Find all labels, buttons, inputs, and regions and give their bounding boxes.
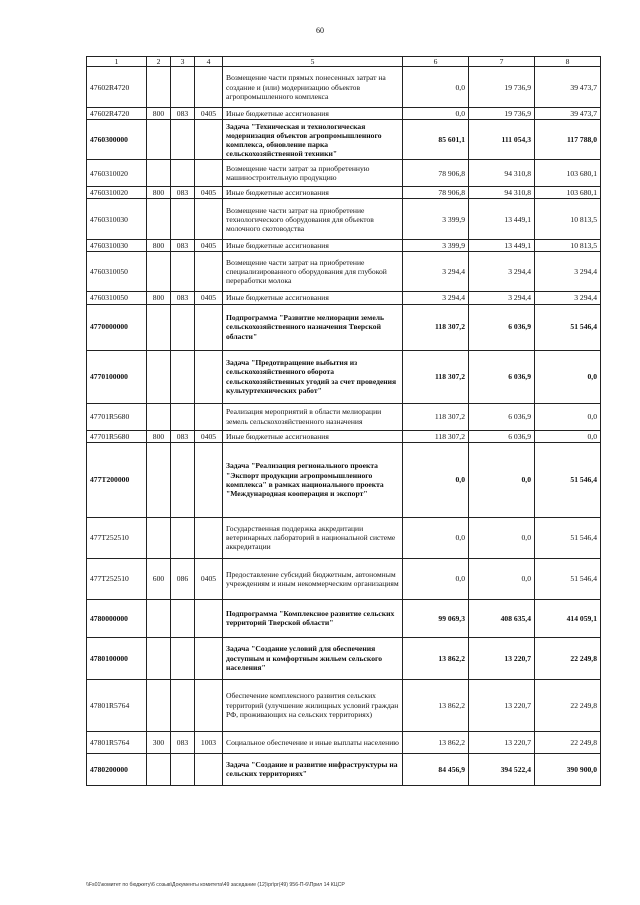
table-row <box>87 731 601 753</box>
file-path-footer: \\Fs01\комитет по бюджету\6 созыв\Документы комитета\49 заседание (12)\pr\pr(49) 956-П-6\Прил 14 КЦСР <box>86 882 345 888</box>
row-section <box>195 67 223 108</box>
row-value-year-2: 0,0 <box>469 517 535 558</box>
row-description: Задача "Предотвращение выбытия из сельскохозяйственного оборота сельскохозяйственных угодий за счет проведения культуртехнических работ" <box>223 350 403 403</box>
row-vr: 800 <box>147 187 171 199</box>
row-value-year-1: 84 456,9 <box>403 753 469 785</box>
row-value-year-2: 19 736,9 <box>469 67 535 108</box>
row-value-year-2: 6 036,9 <box>469 350 535 403</box>
row-value-year-3: 10 813,5 <box>535 199 601 240</box>
row-admin: 083 <box>171 187 195 199</box>
row-admin <box>171 517 195 558</box>
row-value-year-1: 85 601,1 <box>403 120 469 160</box>
row-vr <box>147 517 171 558</box>
row-value-year-3: 51 546,4 <box>535 304 601 350</box>
table-row <box>87 108 601 120</box>
row-value-year-2: 111 054,3 <box>469 120 535 160</box>
row-description: Иные бюджетные ассигнования <box>223 430 403 442</box>
row-code: 4780200000 <box>87 753 147 785</box>
row-description: Задача "Реализация регионального проекта "Экспорт продукции агропромышленного комплекса" в рамках национального проекта "Международная кооперация и экспорт" <box>223 442 403 517</box>
row-vr <box>147 599 171 637</box>
row-code: 4760310030 <box>87 240 147 252</box>
row-code: 47701R5680 <box>87 430 147 442</box>
table-row <box>87 199 601 240</box>
row-vr: 600 <box>147 558 171 599</box>
row-vr <box>147 403 171 430</box>
table-row <box>87 292 601 304</box>
row-description: Социальное обеспечение и иные выплаты населению <box>223 731 403 753</box>
row-value-year-3: 390 900,0 <box>535 753 601 785</box>
header-cell: 6 <box>403 57 469 67</box>
row-value-year-3: 414 059,1 <box>535 599 601 637</box>
page-number: 60 <box>316 26 324 35</box>
row-value-year-3: 39 473,7 <box>535 67 601 108</box>
row-section <box>195 199 223 240</box>
row-section <box>195 304 223 350</box>
header-cell: 1 <box>87 57 147 67</box>
table-row <box>87 67 601 108</box>
row-value-year-1: 13 862,2 <box>403 679 469 731</box>
row-section: 0405 <box>195 108 223 120</box>
row-description: Иные бюджетные ассигнования <box>223 187 403 199</box>
row-value-year-2: 13 220,7 <box>469 637 535 679</box>
row-vr: 800 <box>147 292 171 304</box>
row-section <box>195 350 223 403</box>
row-description: Государственная поддержка аккредитации ветеринарных лабораторий в национальной системе аккредитации <box>223 517 403 558</box>
row-value-year-1: 3 399,9 <box>403 199 469 240</box>
row-vr <box>147 637 171 679</box>
row-section: 0405 <box>195 558 223 599</box>
row-admin: 086 <box>171 558 195 599</box>
row-code: 4760310020 <box>87 160 147 187</box>
row-value-year-3: 3 294,4 <box>535 252 601 292</box>
row-code: 4780000000 <box>87 599 147 637</box>
row-code: 47602R4720 <box>87 67 147 108</box>
row-code: 4760310020 <box>87 187 147 199</box>
row-value-year-2: 3 294,4 <box>469 252 535 292</box>
table-row <box>87 350 601 403</box>
table-row <box>87 120 601 160</box>
table-row <box>87 442 601 517</box>
row-admin: 083 <box>171 108 195 120</box>
row-value-year-1: 78 906,8 <box>403 187 469 199</box>
row-value-year-1: 0,0 <box>403 442 469 517</box>
row-value-year-2: 394 522,4 <box>469 753 535 785</box>
row-description: Возмещение части затрат на приобретение специализированного оборудования для глубокой переработки молока <box>223 252 403 292</box>
row-admin <box>171 637 195 679</box>
row-admin <box>171 67 195 108</box>
row-code: 477T252510 <box>87 558 147 599</box>
row-value-year-3: 51 546,4 <box>535 517 601 558</box>
row-value-year-3: 0,0 <box>535 403 601 430</box>
row-code: 47602R4720 <box>87 108 147 120</box>
row-value-year-1: 118 307,2 <box>403 430 469 442</box>
row-code: 4770000000 <box>87 304 147 350</box>
row-value-year-1: 3 294,4 <box>403 252 469 292</box>
row-value-year-3: 22 249,8 <box>535 637 601 679</box>
row-value-year-1: 3 294,4 <box>403 292 469 304</box>
header-row <box>87 57 601 67</box>
row-section <box>195 403 223 430</box>
header-cell: 3 <box>171 57 195 67</box>
row-vr <box>147 252 171 292</box>
row-value-year-3: 51 546,4 <box>535 442 601 517</box>
row-vr: 800 <box>147 430 171 442</box>
row-section <box>195 517 223 558</box>
row-admin <box>171 304 195 350</box>
table-row <box>87 430 601 442</box>
row-admin <box>171 753 195 785</box>
row-value-year-1: 13 862,2 <box>403 731 469 753</box>
row-section: 0405 <box>195 240 223 252</box>
row-value-year-2: 408 635,4 <box>469 599 535 637</box>
row-value-year-3: 10 813,5 <box>535 240 601 252</box>
row-vr: 800 <box>147 108 171 120</box>
header-cell: 4 <box>195 57 223 67</box>
row-value-year-3: 22 249,8 <box>535 731 601 753</box>
row-section: 1003 <box>195 731 223 753</box>
row-vr: 800 <box>147 240 171 252</box>
row-value-year-2: 13 220,7 <box>469 731 535 753</box>
row-value-year-3: 39 473,7 <box>535 108 601 120</box>
row-value-year-2: 6 036,9 <box>469 430 535 442</box>
budget-table <box>86 56 601 786</box>
row-value-year-1: 118 307,2 <box>403 350 469 403</box>
row-value-year-2: 13 449,1 <box>469 240 535 252</box>
row-value-year-1: 13 862,2 <box>403 637 469 679</box>
row-code: 47701R5680 <box>87 403 147 430</box>
row-section <box>195 599 223 637</box>
table-row <box>87 403 601 430</box>
row-vr <box>147 199 171 240</box>
header-cell: 8 <box>535 57 601 67</box>
row-code: 47801R5764 <box>87 731 147 753</box>
row-vr: 300 <box>147 731 171 753</box>
row-code: 47801R5764 <box>87 679 147 731</box>
row-description: Предоставление субсидий бюджетным, автономным учреждениям и иным некоммерческим организациям <box>223 558 403 599</box>
row-vr <box>147 160 171 187</box>
row-vr <box>147 679 171 731</box>
row-value-year-2: 19 736,9 <box>469 108 535 120</box>
table-row <box>87 599 601 637</box>
table-row <box>87 240 601 252</box>
table-row <box>87 753 601 785</box>
row-value-year-1: 0,0 <box>403 67 469 108</box>
table-row <box>87 558 601 599</box>
row-admin: 083 <box>171 430 195 442</box>
table-row <box>87 637 601 679</box>
row-description: Подпрограмма "Комплексное развитие сельских территорий Тверской области" <box>223 599 403 637</box>
header-cell: 5 <box>223 57 403 67</box>
row-value-year-3: 51 546,4 <box>535 558 601 599</box>
row-vr <box>147 120 171 160</box>
row-section: 0405 <box>195 292 223 304</box>
row-value-year-1: 0,0 <box>403 517 469 558</box>
row-value-year-3: 0,0 <box>535 350 601 403</box>
table-row <box>87 304 601 350</box>
row-value-year-3: 117 788,0 <box>535 120 601 160</box>
row-vr <box>147 753 171 785</box>
row-vr <box>147 442 171 517</box>
row-code: 4760310050 <box>87 252 147 292</box>
row-description: Иные бюджетные ассигнования <box>223 240 403 252</box>
row-section: 0405 <box>195 187 223 199</box>
row-section <box>195 252 223 292</box>
table-row <box>87 252 601 292</box>
row-section: 0405 <box>195 430 223 442</box>
row-code: 4760310050 <box>87 292 147 304</box>
table-row <box>87 517 601 558</box>
row-value-year-1: 0,0 <box>403 108 469 120</box>
row-code: 4780100000 <box>87 637 147 679</box>
row-value-year-1: 0,0 <box>403 558 469 599</box>
row-value-year-3: 0,0 <box>535 430 601 442</box>
row-section <box>195 679 223 731</box>
row-value-year-3: 103 680,1 <box>535 187 601 199</box>
row-admin <box>171 120 195 160</box>
row-description: Иные бюджетные ассигнования <box>223 108 403 120</box>
row-admin: 083 <box>171 731 195 753</box>
row-admin <box>171 679 195 731</box>
row-value-year-2: 0,0 <box>469 558 535 599</box>
row-value-year-2: 13 449,1 <box>469 199 535 240</box>
row-description: Реализация мероприятий в области мелиорации земель сельскохозяйственного назначения <box>223 403 403 430</box>
row-admin <box>171 403 195 430</box>
row-value-year-2: 94 310,8 <box>469 187 535 199</box>
row-admin <box>171 199 195 240</box>
row-vr <box>147 304 171 350</box>
row-description: Возмещение части прямых понесенных затрат на создание и (или) модернизацию объектов агропромышленного комплекса <box>223 67 403 108</box>
row-description: Обеспечение комплексного развития сельских территорий (улучшение жилищных условий граждан РФ, проживающих на сельских территориях) <box>223 679 403 731</box>
row-vr <box>147 350 171 403</box>
row-value-year-2: 3 294,4 <box>469 292 535 304</box>
row-value-year-2: 6 036,9 <box>469 403 535 430</box>
header-cell: 2 <box>147 57 171 67</box>
row-value-year-2: 94 310,8 <box>469 160 535 187</box>
row-admin: 083 <box>171 292 195 304</box>
table-row <box>87 679 601 731</box>
row-value-year-1: 118 307,2 <box>403 403 469 430</box>
row-section <box>195 442 223 517</box>
table-row <box>87 187 601 199</box>
table-row <box>87 160 601 187</box>
row-value-year-3: 22 249,8 <box>535 679 601 731</box>
row-section <box>195 637 223 679</box>
row-admin <box>171 160 195 187</box>
row-value-year-1: 3 399,9 <box>403 240 469 252</box>
row-description: Задача "Создание и развитие инфраструктуры на сельских территориях" <box>223 753 403 785</box>
row-description: Задача "Техническая и технологическая модернизация объектов агропромышленного комплекса, обновление парка сельскохозяйственной техники" <box>223 120 403 160</box>
row-description: Иные бюджетные ассигнования <box>223 292 403 304</box>
row-code: 4760300000 <box>87 120 147 160</box>
row-value-year-2: 13 220,7 <box>469 679 535 731</box>
row-admin <box>171 252 195 292</box>
row-admin: 083 <box>171 240 195 252</box>
row-value-year-3: 103 680,1 <box>535 160 601 187</box>
row-value-year-1: 99 069,3 <box>403 599 469 637</box>
row-code: 477T200000 <box>87 442 147 517</box>
row-section <box>195 753 223 785</box>
row-code: 477T252510 <box>87 517 147 558</box>
row-description: Подпрограмма "Развитие мелиорации земель сельскохозяйственного назначения Тверской области" <box>223 304 403 350</box>
row-value-year-2: 6 036,9 <box>469 304 535 350</box>
row-section <box>195 120 223 160</box>
row-section <box>195 160 223 187</box>
row-code: 4760310030 <box>87 199 147 240</box>
row-value-year-2: 0,0 <box>469 442 535 517</box>
row-admin <box>171 599 195 637</box>
row-admin <box>171 442 195 517</box>
row-description: Возмещение части затрат на приобретение технологического оборудования для объектов молочного скотоводства <box>223 199 403 240</box>
row-vr <box>147 67 171 108</box>
row-admin <box>171 350 195 403</box>
header-cell: 7 <box>469 57 535 67</box>
row-code: 4770100000 <box>87 350 147 403</box>
row-value-year-1: 78 906,8 <box>403 160 469 187</box>
row-description: Возмещение части затрат за приобретенную машиностроительную продукцию <box>223 160 403 187</box>
row-description: Задача "Создание условий для обеспечения доступным и комфортным жильем сельского населения" <box>223 637 403 679</box>
row-value-year-1: 118 307,2 <box>403 304 469 350</box>
row-value-year-3: 3 294,4 <box>535 292 601 304</box>
